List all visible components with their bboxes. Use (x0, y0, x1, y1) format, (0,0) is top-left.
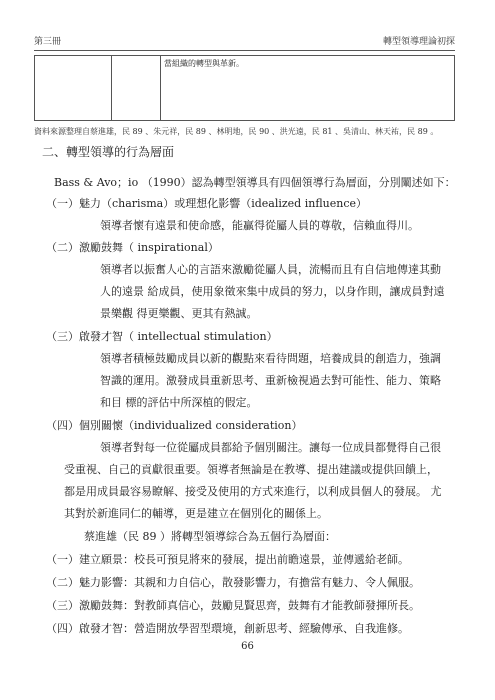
body-line: 和目 標的評估中所深植的假定。 (100, 396, 258, 409)
subheading: （一）魅力（charisma）或理想化影響（idealized influence） (46, 197, 368, 210)
table-cell (35, 56, 112, 121)
body-line: 領導者懷有遠景和使命感，能贏得從屬人員的尊敬，信賴血得川。 (100, 219, 419, 232)
body-line: 景樂觀 得更樂觀、更其有熱誠。 (100, 307, 258, 320)
subheading: （二）激勵鼓舞（ inspirational） (46, 241, 219, 254)
subheading: （三）啟發才智（ intellectual stimulation） (46, 330, 278, 343)
body-line: 蔡進雄（民 89 ）將轉型領導綜合為五個行為層面： (84, 530, 336, 543)
page-header (34, 34, 455, 50)
source-note: 資料來源整理自蔡進雄，民 89 、朱元祥，民 89 、林明地，民 90 、洪光遠，民 81 、吳清山、林天祐，民 89 。 (34, 127, 439, 136)
list-item: （三）激勵鼓舞：對教師真信心，鼓勵見賢思齊，鼓舞有才能教師發揮所長。 (46, 599, 420, 612)
list-item: （一）建立願景：校長可預見將來的發展，提出前瞻遠景，並傳遞給老師。 (46, 553, 409, 566)
body-line: Bass & Avo；io （1990）認為轉型領導具有四個領導行為層面，分別闡述如下： (54, 176, 456, 189)
header-left-text: 第三冊 (34, 37, 62, 47)
body-line: 人的遠景 給成員，使用象徵來集中成員的努力，以身作則，讓成員對遠 (100, 285, 445, 298)
body-line: 受重視、自己的貢獻很重要。領導者無論是在教導、提出建議或提供回饋上， (64, 463, 438, 476)
data-table (34, 55, 455, 121)
list-item: （二）魅力影響：其親和力自信心，散發影響力，有擔當有魅力、令人佩服。 (46, 576, 420, 589)
subheading: （四）個別關懷（individualized consideration） (46, 419, 303, 432)
table-cell-text: 當組織的轉型與革新。 (161, 56, 455, 121)
header-right-text: 轉型領導理論初探 (382, 37, 455, 47)
header-rule (34, 50, 455, 51)
section-title: 二、轉型領導的行為層面 (42, 145, 175, 159)
list-item: （四）啟發才智：營造開放學習型環境，創新思考、經驗傳承、自我進修。 (46, 622, 409, 635)
body-line: 都是用成員最容易瞭解、接受及使用的方式來進行，以利成員個人的發展。 尤 (64, 485, 442, 498)
table-cell (112, 56, 161, 121)
body-line: 領導者以振奮人心的言語來激勵從屬人員，流暢而且有自信地傳達其動 (100, 263, 441, 276)
body-line: 智識的運用。激發成員重新思考、重新檢視過去對可能性、能力、策略 (100, 374, 441, 387)
body-line: 領導者積極鼓勵成員以新的觀點來看待問題，培養成員的創造力，強調 (100, 352, 441, 365)
body-line: 其對於新進同仁的輔導，更是建立在個別化的關係上。 (64, 507, 328, 520)
body-line: 領導者對每一位從屬成員都給予個別關注。讓每一位成員都覺得自己很 (100, 441, 441, 454)
page-number: 66 (241, 641, 254, 652)
